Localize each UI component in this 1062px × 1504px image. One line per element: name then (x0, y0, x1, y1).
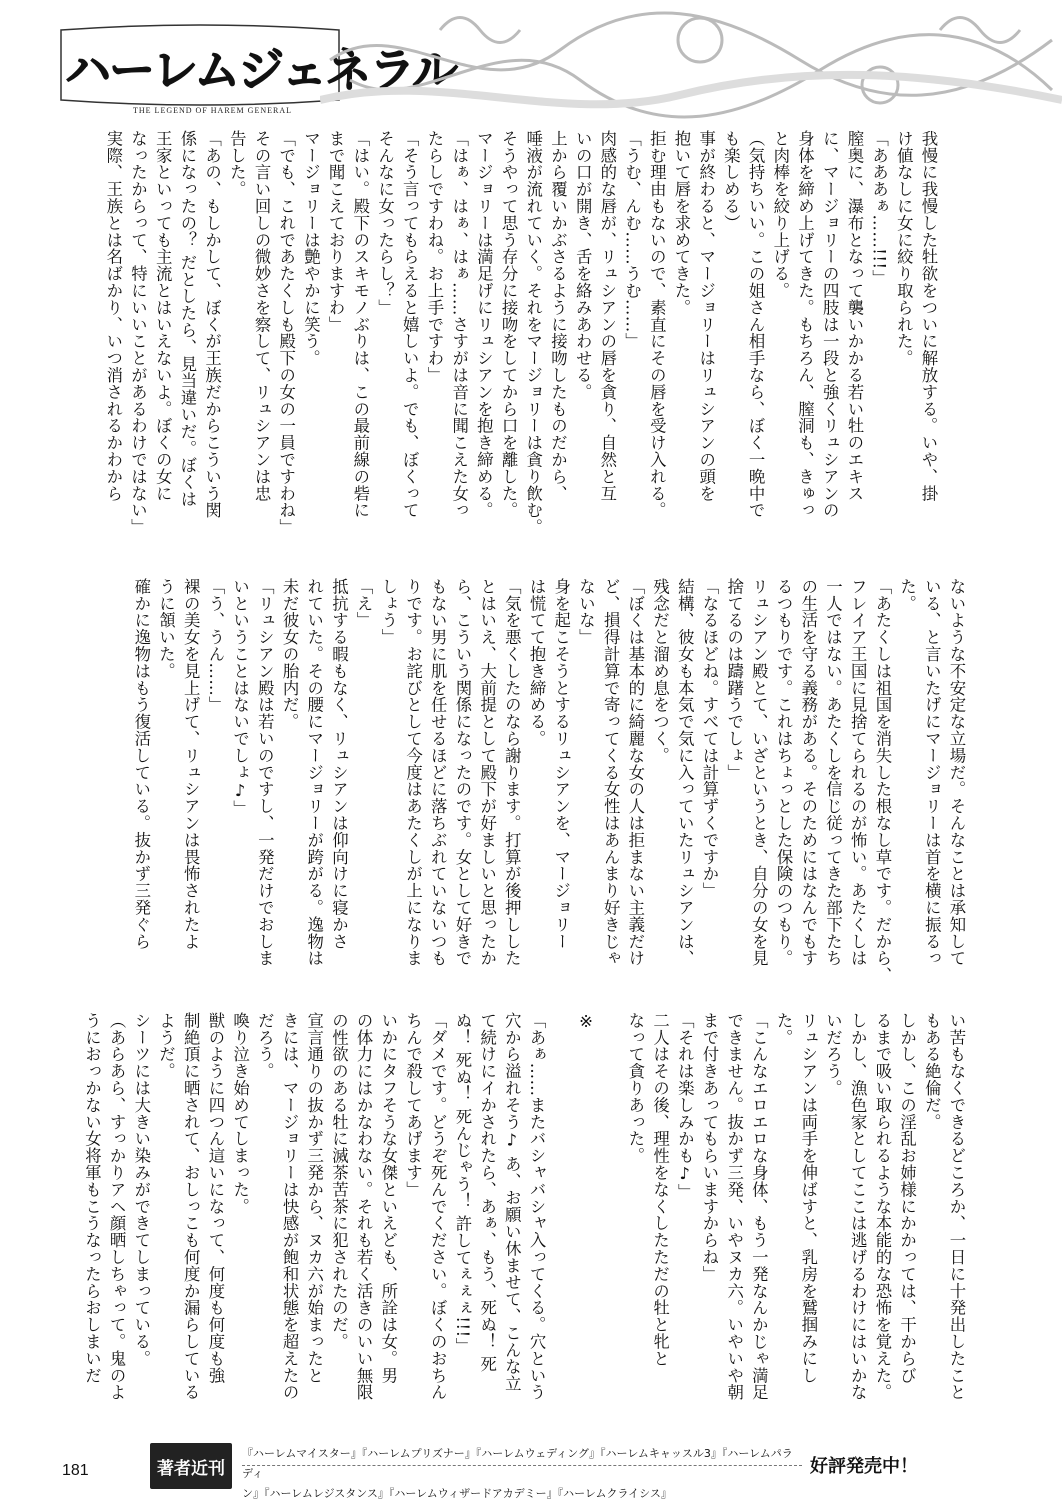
divider (242, 1465, 802, 1466)
author-recent-works (150, 1443, 950, 1500)
text-block-top-right: 我慢に我慢した牡欲をついに解放する。いや、掛 け値なしに女に絞り取られた。 「あああぁ……!!!」 膣奥に、瀑布となって襲いかかる若い牡のエキス に、マージョリーの四肢は一段と強くリュシアンの 身体を締め上げてきた。もちろん、膣洞も、きゅっ と肉棒を絞り上げる。 （気持ちいい。この姐さん相手なら、ぼく一晩中で も楽しめる） 事が終わると、マージョリーはリュシアンの頭を 抱いて唇を求めてきた。 拒む理由もないので、素直にその唇を受け入れる。 「うむ、んむ……うむ……」 肉感的な唇が、リュシアンの唇を貪り、自然と互 いの口が開き、舌を絡みあわせる。 上から覆いかぶさるように接吻したものだから、 唾液が流れていく。それをマージョリーは貪り飲む。 そうやって思う存分に接吻をしてから口を離した。 マージョリーは満足げにリュシアンを抱き締める。 「はぁ、はぁ、はぁ……さすがは音に聞こえた女っ たらしですわね。お上手ですわ」 「そう言ってもらえると嬉しいよ。でも、ぼくって そんなに女ったらし？」 「はい。殿下のスキモノぶりは、この最前線の砦に まで聞こえておりますわ」 マージョリーは艶やかに笑う。 「でも、これであたくしも殿下の女の一員ですわね」 その言い回しの微妙さを察して、リュシアンは忠 告した。 「あの、もしかして、ぼくが王族だからこういう関 係になったの？ だとしたら、見当違いだ。ぼくは 王家といっても主流とはいえないよ。ぼくの女に なったからって、特にいいことがあるわけではない」 実際、王族とは名ばかり、いつ消されるかわから (103, 130, 938, 536)
page-number: 181 (62, 1462, 89, 1479)
author-label: 著者近刊 (150, 1443, 232, 1489)
book-list-line: ン』『ハーレムレジスタンス』『ハーレムウィザードアカデミー』『ハーレムクライシス』 (242, 1487, 672, 1500)
text-block-bottom-right: い苦もなくできるどころか、一日に十発出したこと もある絶倫だ。 しかし、この淫乱お姉様にかかっては、干からび るまで吸い取られるような本能的な恐怖を覚えた。 しかし、漁色家としてここは逃げるわけにはいかな いだろう。 リュシアンは両手を伸ばすと、乳房を鷲掴みにし た。 「こんなエロエロな身体、もう一発なんかじゃ満足 できません。抜かず三発、いやヌカ六。いやいや朝 まで付きあってもらいますからね」 「それは楽しみかも♪」 二人はその後、理性をなくしたただの牡と牝と なって貪りあった。 ※ 「あぁ……またバシャバシャ入ってくる。穴という 穴から溢れそう♪ あ、お願い休ませて、こんな立 て続けにイかされたら、あぁ、もう、死ぬ！ 死 ぬ！ 死ぬ！ 死んじゃう！ 許してぇぇぇ!!!」 「ダメです。どうぞ死んでください。ぼくのおちん ちんで殺してあげます」 いかにタフそうな女傑といえども、所詮は女。男 の体力にはかなわない。それも若く活きのいい無限 の性欲のある牡に滅茶苦茶に犯されたのだ。 宣言通りの抜かず三発から、ヌカ六が始まったと きには、マージョリーは快感が飽和状態を超えたの だろう。 喚り泣き始めてしまった。 獣のように四つん這いになって、何度も何度も強 制絶頂に晒されて、おしっこも何度か漏らしている ようだ。 シーツには大きい染みができてしまっている。 （あらあら、すっかりアヘ顔晒しちゃって。鬼のよ うにおっかない女将軍もこうなったらおしまいだ (82, 1012, 966, 1401)
text-block-top-left: ないような不安定な立場だ。そんなことは承知して いる、と言いたげにマージョリーは首を横に振るっ た。 「あたくしは祖国を消失した根なし草です。だから、 フレイア王国に見捨てられるのが怖い。あたくしは 一人ではない。あたくしを信じ従ってきた部下たち の生活を守る義務がある。そのためにはなんでもす るつもりです。これはちょっとした保険のつもり。 リュシアン殿とて、いざというとき、自分の女を見 捨てるのは躊躇うでしょ」 「なるほどね。すべては計算ずくですか」 結構、彼女も本気で気に入っていたリュシアンは、 残念だと溜め息をつく。 「ぼくは基本的に綺麗な女の人は拒まない主義だけ ど、損得計算で寄ってくる女性はあんまり好きじゃ ないな」 身を起こそうとするリュシアンを、マージョリー は慌てて抱き締める。 「気を悪くしたのなら謝ります。打算が後押しした とはいえ、大前提として殿下が好ましいと思ったか ら、こういう関係になったのです。女として好きで もない男に肌を任せるほどに落ちぶれていないつも りです。お詫びとして今度はあたくしが上になりま しょう」 「え」 抵抗する暇もなく、リュシアンは仰向けに寝かさ れていた。その腰にマージョリーが跨がる。逸物は 未だ彼女の胎内だ。 「リュシアン殿は若いのですし、一発だけでおしま いということはないでしょ♪」 「う、うん……」 裸の美女を見上げて、リュシアンは畏怖されたよ うに頷いた。 確かに逸物はもう復活している。抜かず三発ぐら (131, 578, 966, 984)
page-header (0, 0, 1062, 125)
ornament-icon (320, 0, 1062, 130)
on-sale-label: 好評発売中！ (810, 1456, 918, 1477)
logo-title: ハーレムジェネラル (65, 43, 456, 97)
book-list (242, 1444, 802, 1504)
logo-subtitle: THE LEGEND OF HAREM GENERAL (133, 106, 292, 115)
book-list-line: 『ハーレムマイスター』『ハーレムプリズナー』『ハーレムウェディング』『ハーレムキャッスル3』『ハーレムパラディ (242, 1447, 793, 1480)
series-logo (55, 20, 456, 115)
